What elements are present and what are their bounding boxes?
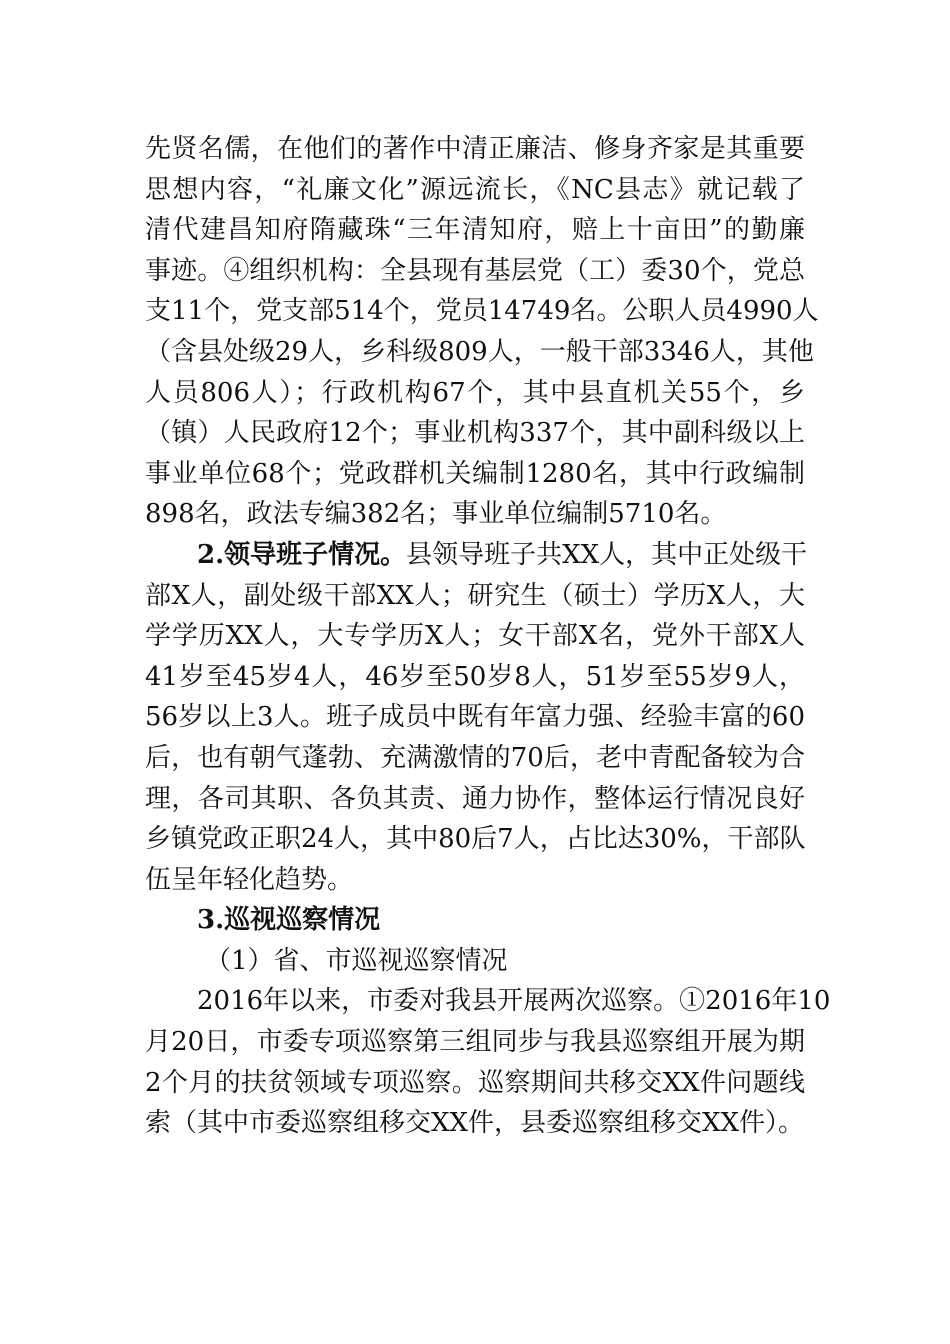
text-line: 思想内容，“礼廉文化”源远流长，《NC县志》就记载了: [145, 174, 805, 205]
document-page: [145, 129, 831, 1144]
text-line: 清代建昌知府隋藏珠“三年清知府，赔上十亩田”的勤廉: [145, 215, 805, 246]
text-line: 伍呈年轻化趋势。: [145, 864, 354, 895]
text-line: 支11个，党支部514个，党员14749名。公职人员4990人: [145, 296, 819, 327]
text-line: 理，各司其职、各负其责、通力协作，整体运行情况良好: [145, 783, 805, 814]
section-3-heading: 3.巡视巡察情况: [197, 905, 381, 936]
text-line: 月20日，市委专项巡察第三组同步与我县巡察组开展为期: [145, 1027, 805, 1058]
text-line: 先贤名儒，在他们的著作中清正廉洁、修身齐家是其重要: [145, 134, 805, 164]
section-2-heading: 2.领导班子情况。: [197, 539, 407, 570]
text-line: 索（其中市委巡察组移交XX件，县委巡察组移交XX件）。: [145, 1108, 805, 1139]
section-2-first-line-text: 县领导班子共XX人，其中正处级干: [406, 539, 808, 570]
text-line: 41岁至45岁4人，46岁至50岁8人，51岁至55岁9人，: [145, 661, 805, 692]
text-line: 898名，政法专编382名；事业单位编制5710名。: [145, 499, 727, 530]
text-line: （含县处级29人，乡科级809人，一般干部3346人，其他: [145, 336, 814, 367]
section-2-first-line: [145, 535, 808, 576]
text-line: 人员806人）；行政机构67个，其中县直机关55个，乡: [145, 377, 805, 408]
text-line: 事业单位68个；党政群机关编制1280名，其中行政编制: [145, 458, 805, 489]
text-line: 事迹。④组织机构：全县现有基层党（工）委30个，党总: [145, 255, 805, 286]
text-line: 56岁以上3人。班子成员中既有年富力强、经验丰富的60: [145, 702, 805, 733]
text-line: 2016年以来，市委对我县开展两次巡察。①2016年10: [197, 986, 831, 1017]
text-line: （镇）人民政府12个；事业机构337个，其中副科级以上: [145, 418, 805, 449]
paragraph-inspection: [145, 900, 831, 1144]
text-line: 学学历XX人，大专学历X人；女干部X名，党外干部X人: [145, 621, 805, 652]
section-3-subheading: （1）省、市巡视巡察情况: [205, 945, 508, 976]
paragraph-organization: [145, 129, 819, 535]
paragraph-leadership: [145, 535, 808, 900]
text-line: 部X人，副处级干部XX人；研究生（硕士）学历X人，大: [145, 580, 805, 611]
text-line: 后，也有朝气蓬勃、充满激情的70后，老中青配备较为合: [145, 742, 805, 773]
text-line: 2个月的扶贫领域专项巡察。巡察期间共移交XX件问题线: [145, 1067, 805, 1098]
text-line: 乡镇党政正职24人，其中80后7人，占比达30%，干部队: [145, 824, 806, 855]
